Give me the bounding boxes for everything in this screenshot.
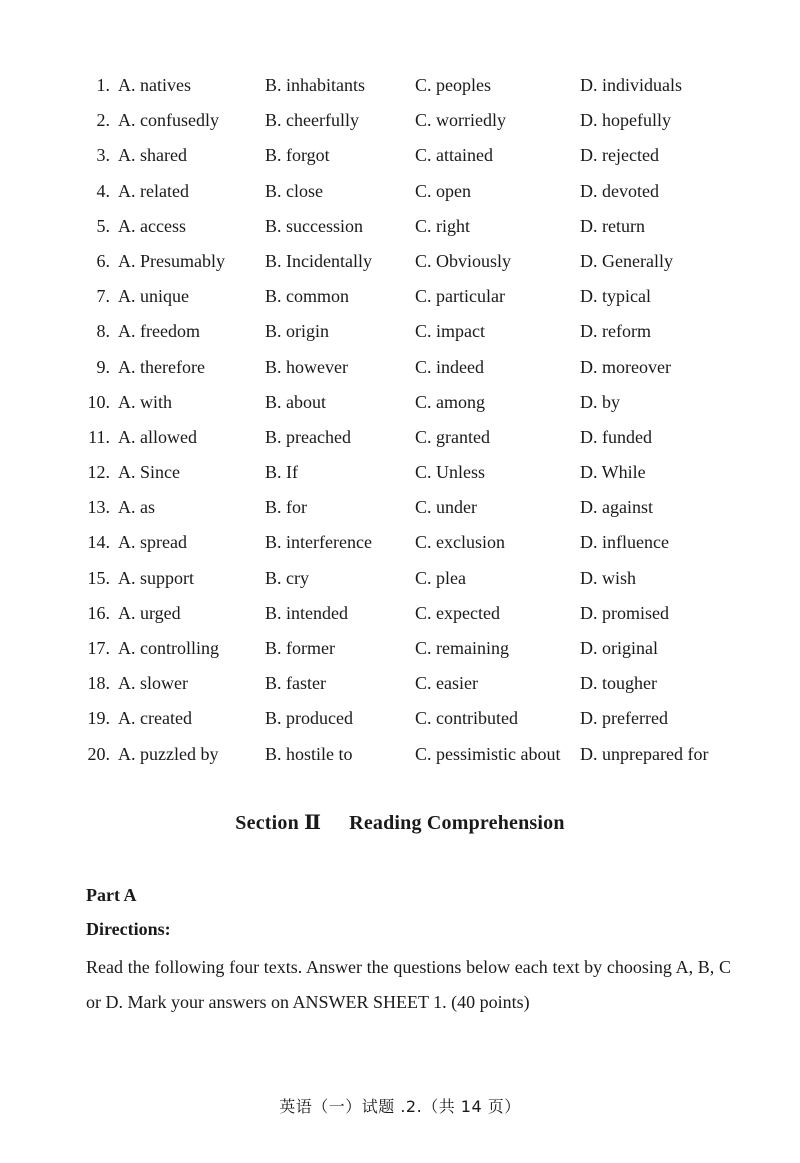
option-c: C. indeed: [415, 356, 484, 377]
question-number: 18.: [87, 673, 110, 694]
option-c: C. granted: [415, 426, 490, 447]
option-a: A. puzzled by: [118, 743, 219, 764]
option-b: B. interference: [265, 532, 372, 553]
option-c: C. worriedly: [415, 110, 506, 131]
question-row: [0, 596, 800, 631]
option-a: A. Presumably: [118, 250, 225, 271]
option-c: C. particular: [415, 286, 505, 307]
option-b: B. origin: [265, 321, 330, 342]
option-d: D. individuals: [580, 75, 682, 95]
option-d: D. promised: [580, 602, 669, 623]
question-row: [0, 350, 800, 385]
question-number: 20.: [87, 743, 110, 764]
option-a: A. access: [118, 215, 186, 236]
question-number: 15.: [87, 567, 110, 588]
answer-options-list: [0, 68, 800, 772]
question-row: [0, 737, 800, 772]
option-d: D. influence: [580, 532, 669, 553]
option-b: B. hostile to: [265, 743, 353, 764]
option-d: D. unprepared for: [580, 743, 709, 764]
question-row: [0, 631, 800, 666]
directions-label: Directions:: [86, 919, 171, 939]
option-c: C. open: [415, 180, 471, 201]
question-row: [0, 174, 800, 209]
question-number: 7.: [96, 286, 110, 307]
option-c: C. remaining: [415, 638, 509, 658]
question-number: 10.: [87, 391, 110, 412]
option-a: A. Since: [118, 462, 180, 483]
option-b: B. succession: [265, 215, 363, 236]
option-d: D. wish: [580, 567, 637, 588]
question-row: [0, 666, 800, 701]
question-number: 9.: [96, 356, 110, 377]
option-a: A. therefore: [118, 356, 205, 377]
question-row: [0, 209, 800, 244]
option-c: C. among: [415, 391, 485, 412]
option-c: C. right: [415, 215, 471, 236]
option-d: D. original: [580, 638, 658, 658]
option-d: D. return: [580, 215, 645, 236]
option-a: A. spread: [118, 532, 187, 553]
option-a: A. unique: [118, 286, 189, 307]
option-a: A. natives: [118, 75, 191, 95]
question-number: 8.: [96, 321, 110, 342]
question-number: 6.: [96, 250, 110, 271]
option-c: C. easier: [415, 673, 478, 694]
directions-text: Read the following four texts. Answer the questions below each text by choosing A, B, C or D. Mark your answers on ANSWER SHEET 1. (40 points): [86, 957, 731, 1012]
option-d: D. While: [580, 462, 646, 483]
section-heading: [0, 810, 800, 835]
question-number: 13.: [87, 497, 110, 518]
option-b: B. close: [265, 180, 323, 201]
option-a: A. controlling: [118, 638, 219, 658]
question-row: [0, 244, 800, 279]
part-heading: Part A: [86, 885, 137, 905]
option-d: D. preferred: [580, 708, 668, 729]
option-c: C. Obviously: [415, 250, 512, 271]
option-a: A. support: [118, 567, 194, 588]
option-b: B. cheerfully: [265, 110, 359, 131]
question-number: 3.: [96, 145, 110, 166]
option-c: C. exclusion: [415, 532, 505, 553]
question-row: [0, 68, 800, 103]
option-c: C. under: [415, 497, 477, 518]
question-row: [0, 420, 800, 455]
option-b: B. forgot: [265, 145, 330, 166]
question-row: [0, 103, 800, 138]
question-number: 14.: [87, 532, 110, 553]
option-a: A. related: [118, 180, 189, 201]
question-row: [0, 279, 800, 314]
option-b: B. faster: [265, 673, 326, 694]
question-number: 17.: [87, 638, 110, 658]
section-label: Section Ⅱ: [235, 812, 322, 834]
option-a: A. confusedly: [118, 110, 219, 131]
question-number: 2.: [96, 110, 110, 131]
option-b: B. for: [265, 497, 307, 518]
option-c: C. Unless: [415, 462, 486, 483]
option-c: C. peoples: [415, 75, 491, 95]
question-row: [0, 701, 800, 736]
option-a: A. as: [118, 497, 155, 518]
option-a: A. shared: [118, 145, 187, 166]
option-c: C. expected: [415, 602, 500, 623]
question-row: [0, 455, 800, 490]
option-b: B. former: [265, 638, 335, 658]
option-b: B. common: [265, 286, 349, 307]
question-number: 4.: [96, 180, 110, 201]
option-d: D. hopefully: [580, 110, 671, 131]
option-b: B. cry: [265, 567, 309, 588]
option-d: D. moreover: [580, 356, 671, 377]
option-c: C. contributed: [415, 708, 518, 729]
option-c: C. attained: [415, 145, 493, 166]
option-b: B. about: [265, 391, 326, 412]
option-b: B. inhabitants: [265, 75, 365, 95]
option-d: D. Generally: [580, 250, 673, 271]
question-row: [0, 138, 800, 173]
option-b: B. produced: [265, 708, 353, 729]
option-b: B. Incidentally: [265, 250, 372, 271]
option-b: B. preached: [265, 426, 351, 447]
option-d: D. typical: [580, 286, 651, 307]
option-b: B. however: [265, 356, 348, 377]
question-number: 11.: [88, 426, 110, 447]
option-b: B. intended: [265, 602, 348, 623]
option-d: D. devoted: [580, 180, 659, 201]
option-a: A. created: [118, 708, 192, 729]
option-d: D. reform: [580, 321, 651, 342]
option-c: C. plea: [415, 567, 466, 588]
option-d: D. by: [580, 391, 620, 412]
option-a: A. urged: [118, 602, 181, 623]
question-number: 16.: [87, 602, 110, 623]
option-d: D. rejected: [580, 145, 659, 166]
question-row: [0, 561, 800, 596]
question-number: 12.: [87, 462, 110, 483]
option-a: A. with: [118, 391, 172, 412]
option-c: C. pessimistic about: [415, 743, 561, 764]
option-d: D. funded: [580, 426, 652, 447]
page-footer: 英语（一）试题 .2.（共 14 页）: [279, 1097, 521, 1116]
question-row: [0, 314, 800, 349]
question-number: 5.: [96, 215, 110, 236]
option-a: A. slower: [118, 673, 188, 694]
option-a: A. freedom: [118, 321, 200, 342]
option-d: D. against: [580, 497, 653, 518]
question-row: [0, 525, 800, 560]
question-number: 19.: [87, 708, 110, 729]
question-number: 1.: [96, 75, 110, 95]
section-title-text: Reading Comprehension: [349, 812, 565, 834]
question-row: [0, 385, 800, 420]
option-a: A. allowed: [118, 426, 197, 447]
option-d: D. tougher: [580, 673, 657, 694]
question-row: [0, 490, 800, 525]
option-b: B. If: [265, 462, 298, 483]
option-c: C. impact: [415, 321, 485, 342]
